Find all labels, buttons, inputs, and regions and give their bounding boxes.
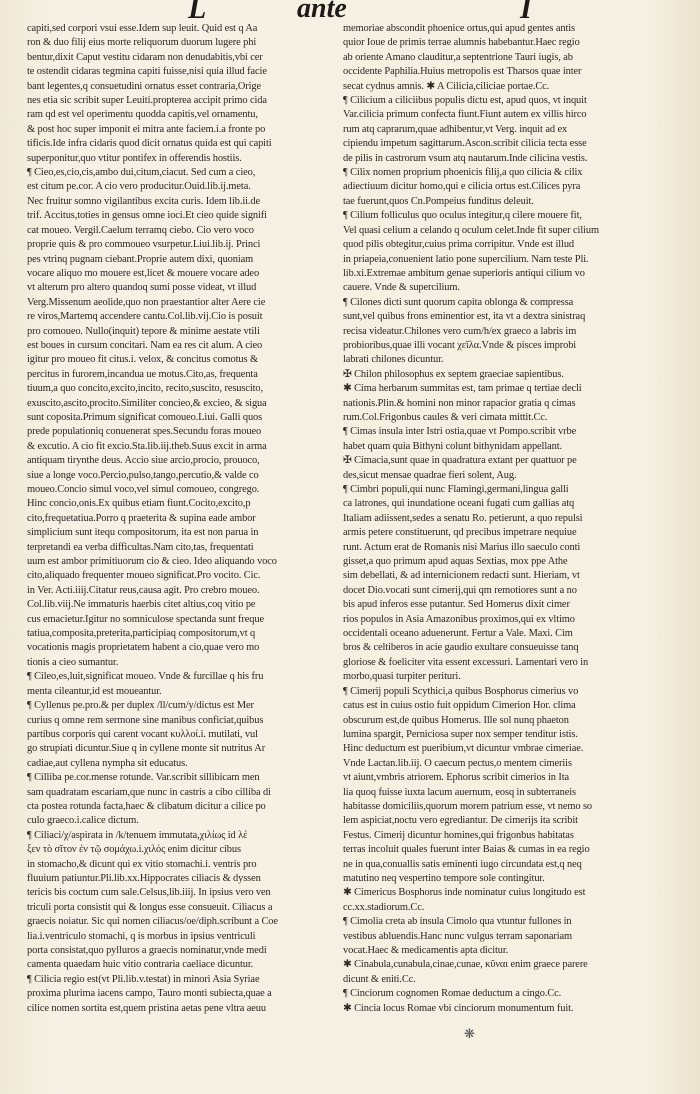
text-line: antiquam tirynthe deus. Accio siue arcio,procio, prouoco, <box>27 455 260 467</box>
text-line: simplicium sunt itequ compositorum, ita est non parua in <box>27 527 259 539</box>
text-line: catus est in cuius ostio fuit oppidum Cimerion Hor. clima <box>343 700 576 712</box>
text-line: go strupiati dicuntur.Siue q in cyllene monte sit nutritus Ar <box>27 743 266 755</box>
text-line: nationis.Plin.& homini non minor rapacior gratia q cimas <box>343 397 576 409</box>
text-line: pes vtrinq pugnam ciebant.Proprie autem dixi, quoniam <box>27 253 254 265</box>
header-right-letter: I <box>520 0 532 25</box>
text-line: rios populos in Asia Amazonibus proximos,qui ex vltimo <box>343 613 575 625</box>
text-line: de pilis in castrorum vsum atq nautarum.Inde cilicina vestis. <box>343 152 588 164</box>
text-line: morbo,quasi turpiter perituri. <box>343 671 461 683</box>
text-line: te ostendit cidaras tegmina capiti fuisse,nisi quia illud facie <box>27 66 267 78</box>
text-line: vocat.Haec & medicamentis apta dicitur. <box>343 945 509 956</box>
text-line: Festus. Cimerij dicuntur homines,qui frigonbus habitatas <box>343 829 574 841</box>
text-line: armis petere constituerunt, qd precibus impetrare nequiue <box>343 527 577 539</box>
text-line: lia.i.ventriculo stomachi, q is morbus in ipsius ventriculi <box>27 930 256 942</box>
text-line: Col.lib.viij.Ne immaturis haerbis citet altius,coq vitio pe <box>27 599 256 611</box>
text-line: gloriose & foeliciter vita essent excessuri. Lamentari vero in <box>343 656 589 668</box>
text-line: ¶ Cileo,es,luit,significat moueo. Vnde & furcillae q his fru <box>27 671 264 683</box>
text-line: lem aspiciat,noctu vero egrediantur. De cimerijs ita scribit <box>343 815 578 827</box>
text-line: tiuum,a quo concito,excito,incito, recito,suscito, resuscito, <box>27 383 264 395</box>
text-line: ¶ Cyllenus pe.pro.& per duplex /ll/cum/y/dictus est Mer <box>27 700 254 712</box>
text-line: cipiendu impetum sagittarum.Ascon.scribit cilicia tecta esse <box>343 138 587 150</box>
text-line: bros & celtiberos in acie gaudio exultare consueuisse tanq <box>343 642 579 654</box>
text-line: ¶ Cilones dicti sunt quorum capita oblonga & compressa <box>343 296 574 308</box>
text-line: cadiae,aut cyllena nympha sit educatus. <box>27 757 188 769</box>
text-line: tericis bis coctum cum sale.Celsus,lib.iiij. In ipsius vero ven <box>27 887 271 899</box>
text-line: graecis noiatur. Sic qui nomen ciliacus/oe/diph.scribunt a Coe <box>27 916 278 928</box>
text-line: occidente Paphilia.Huius metropolis est Tharsos quae inter <box>343 66 582 78</box>
text-line: sim debellati, & ad internicionem redacti sunt. Hieriam, vt <box>343 570 580 582</box>
text-line: tatiua,composita,preterita,participiaq compositorum,vt q <box>27 628 256 640</box>
text-line: cilice nomen sortita est,quem pristina aetas pene vltra aeuu <box>27 1002 266 1014</box>
text-line: runt. Actum erat de Romanis nisi Marius illo saeculo conti <box>343 541 581 553</box>
text-line: Vnde Lactan.lib.iij. O caecum pectus,o mentem cimeriis <box>343 757 572 769</box>
text-line: ✱ Cima herbarum summitas est, tam primae q tertiae decli <box>343 383 582 395</box>
text-line: capiti,sed corpori vsui esse.Idem sup leuit. Quid est q Aa <box>27 23 258 34</box>
text-line: curius q omne rem sermone sine manibus conficiat,quibus <box>27 714 264 726</box>
text-line: ¶ Cilliba pe.cor.mense rotunde. Var.scribit sillibicam men <box>27 772 260 784</box>
text-line: ✱ Cincia locus Romae vbi cinciorum monumentum fuit. <box>343 1002 574 1014</box>
text-line: memoriae abscondit phoenice ortus,qui apud gentes antis <box>343 23 575 34</box>
text-line: quod pilis obtegitur,cuius prima corripitur. Vnde est illud <box>343 239 575 251</box>
text-line: moueo.Concio simul voco,vel simul comoueo, congrego. <box>27 484 260 495</box>
text-line: Var.cilicia primum confecta fiunt.Fiunt autem ex villis hirco <box>343 109 587 121</box>
text-line: terpretandi ea verba difficultas.Nam cito,tas, frequentati <box>27 541 254 553</box>
text-line: cc.xx.stadiorum.Cc. <box>343 901 425 913</box>
text-line: ca latrones, qui inundatione oceani fugati cum gallias atq <box>343 498 575 510</box>
running-header <box>0 0 700 25</box>
text-line: in priapeia,conuenient latio pone supercilium. Nam teste Pli. <box>343 253 589 265</box>
text-line: prede populationiq conuenerat spes.Secundu foras moueo <box>27 426 262 438</box>
text-line: labrati chilones dicuntur. <box>343 354 444 366</box>
text-line: siue a longe voco.Percio,pulso,tango,percutio,& valde co <box>27 469 259 481</box>
text-line: habet quam quia Bithyni colunt bithynidam appellant. <box>343 440 563 452</box>
text-line: lia quoq fuisse iuxta lacum auernum, eosq in subterraneis <box>343 786 576 798</box>
text-line: ron & duo filij eius morte reliquorum duorum lugere phi <box>27 37 257 49</box>
text-line: bant legentes,q consuetudini ornatus esset contraria,Orige <box>27 80 261 92</box>
text-line: tionis a cieo sumantur. <box>27 656 119 668</box>
text-line: ¶ Ciliaci/χ/aspirata in /k/tenuem immutata,χιλίως id λέ <box>27 829 248 841</box>
text-line: & post hoc super imponit ei mitra ante faciem.i.a fronte po <box>27 123 266 135</box>
text-line: sunt coposita.Primum significat comoueo.Liui. Galli quos <box>27 411 263 423</box>
text-line: camenta quaedam huic vitio contraria caeliace dicuntur. <box>27 959 254 971</box>
text-line: est citum pe.cor. A cio vero producitur.Ouid.lib.ij.meta. <box>27 181 251 193</box>
text-line: ne in qua,conuallis satis eminenti iugo circundata est,q neq <box>343 858 582 870</box>
text-line: menta cileantur,id est moueantur. <box>27 685 162 697</box>
text-line: cauere. Vnde & supercilium. <box>343 282 460 294</box>
text-line: des,sicut mensae quadrae fieri solent, Aug. <box>343 469 517 481</box>
text-line: probioribus,quae illi vocant χεῖλα.Vnde & pisces improbi <box>343 339 577 351</box>
text-line: percitus in furorem,incandua ue motus.Cito,as, frequenta <box>27 368 258 380</box>
text-line: ¶ Cimerij populi Scythici,a quibus Bosphorus cimerius vo <box>343 685 579 697</box>
text-line: cito,aliquado frequenter moueo significat.Pro vocito. Cic. <box>27 570 261 582</box>
text-line: rum atq caprarum,quae adhibentur,vt Verg. inquit ad ex <box>343 123 568 135</box>
text-line: cito,frequetatiua.Porro q praeterita & supina eade ambor <box>27 512 256 524</box>
text-line: rum.Col.Frigonbus caules & veri cimata mittit.Cc. <box>343 411 548 423</box>
text-line: re viros,Martemq accendere cantu.Col.lib.vij.Cio is posuit <box>27 311 263 323</box>
text-line: proxima plurima iacens campo, Tauro monti subiecta,quae a <box>27 988 272 1000</box>
text-line: gisset,a quo primum apud aquas Sextias, mox ppe Athe <box>343 556 568 568</box>
text-line: partibus corporis qui carent vocant κυλλοί.i. mutilati, vul <box>27 728 258 740</box>
text-line: exuscito,ascito,procito.Similiter concieo,& excieo, & sigua <box>27 397 267 409</box>
text-line: ¶ Cimbri populi,qui nunc Flamingi,germani,lingua galli <box>343 484 569 495</box>
text-line: vocationis magis proprietatem habent a cio,quae vero mo <box>27 642 260 654</box>
text-line: superponitur,quo vtitur pontifex in offerendis hostiis. <box>27 152 242 164</box>
text-line: ¶ Cimas insula inter Istri ostia,quae vt Pompo.scribit vrbe <box>343 426 577 438</box>
text-line: trif. Accitus,toties in gensus omne ioci.Et cieo quide signifi <box>27 210 267 222</box>
text-line: igitur pro moueo fit citus.i. velox, & concitus comotus & <box>27 354 258 366</box>
text-line: vestibus abluendis.Hanc nunc vulgus terram saponariam <box>343 930 573 942</box>
text-line: ¶ Cilix nomen proprium phoenicis filij,a quo cilicia & cilix <box>343 167 583 179</box>
text-line: ¶ Cinciorum cognomen Romae deductum a cingo.Cc. <box>343 988 562 1000</box>
text-line: in stomacho,& dicunt qui ex vitio stomachi.i. ventris pro <box>27 858 257 870</box>
text-line: ¶ Cieo,es,cio,cis,ambo dui,citum,ciacut. Sed cum a cieo, <box>27 167 256 179</box>
text-line: quior Ioue de primis terrae alumnis habebantur.Haec regio <box>343 37 580 49</box>
text-line: triculi porta consistit qui & longus esse consueuit. Ciliacus a <box>27 901 273 913</box>
text-line: bentur,dixit Caput vestitu cidaram non denudabitis,vbi cer <box>27 51 263 63</box>
text-line: tae fuerunt,quos Cn.Pompeius funditus deleuit. <box>343 195 534 207</box>
text-line: habitasse domiciliis,quorum morem patrium esse, vt nemo so <box>343 800 593 812</box>
text-line: dicunt & eniti.Cc. <box>343 973 416 985</box>
text-line: lib.xi.Extremae ambitum genae superioris antiqui cilium vo <box>343 267 585 279</box>
text-line: Verg.Missenum aeolide,quo non praestantior alter Aere cie <box>27 296 266 308</box>
text-line: uum est ambor primitiuorum cio & cieo. Ideo aliquando voco <box>27 556 277 568</box>
text-line: ξεν τὸ σῖτον ἐν τῷ σομάχω.i.χιλός enim dicitur cibus <box>27 844 241 856</box>
text-line: cta postea rotunda facta,haec & clibatum dicitur a cilice po <box>27 800 266 812</box>
text-line: vocare aliquo mo mouere est,licet & mouere vocare adeo <box>27 267 260 279</box>
text-line: adiectiuum dicitur homo,qui e cilicia ortus est.Cilices pyra <box>343 181 581 193</box>
text-line: proprie quis & pro commoueo vsurpetur.Liui.lib.ij. Princi <box>27 239 261 251</box>
text-line: docet Dio.vocati sunt cimerij,qui qm remotiores sunt a no <box>343 584 577 596</box>
text-line: ✱ Cimericus Bosphorus inde nominatur cuius longitudo est <box>343 887 586 899</box>
text-line: Hinc concio,onis.Ex quibus etiam fiunt.Cocito,excito,p <box>27 498 251 510</box>
text-line: occidentali oceano aduenerunt. Fertur a Vale. Maxi. Cim <box>343 628 573 640</box>
text-line: Nec fruitur somno vigilantibus excita curis. Idem lib.ii.de <box>27 195 261 207</box>
text-line: ram qd est vel operimentu quodda capitis,vel ornamentu, <box>27 109 258 121</box>
text-line: vt alterum pro altero quandoq sumi posse videat, vt illud <box>27 282 257 294</box>
text-line: sam quadratam escariam,que nunc in castris a cibo cilliba di <box>27 786 271 798</box>
text-line: obscurum est,de quibus Homerus. Ille sol nunq phaeton <box>343 714 569 726</box>
text-line: ¶ Cilicium a ciliciibus populis dictu est, apud quos, vt inquit <box>343 95 587 107</box>
text-line: bis apud inferos esse putantur. Sed Homerus dixit cimer <box>343 599 570 611</box>
text-line: ¶ Cilicia regio est(vt Pli.lib.v.testat) in minori Asia Syriae <box>27 973 260 985</box>
text-line: matutino neq vespertino tempore sole contingitur. <box>343 872 545 884</box>
text-line: est boues in cursum concitari. Nam ea res cit alum. A cieo <box>27 339 263 351</box>
text-line: Italiam adiissent,sedes a senatu Ro. petierunt, a quo repulsi <box>343 512 583 524</box>
text-line: & excutio. A cio fit excio.Sta.lib.iij.theb.Suus excit in arma <box>27 440 267 452</box>
text-line: in Ver. Acti.iiij.Citatur reus,causa agit. Pro crebro moueo. <box>27 584 260 596</box>
text-line: porta consistat,quo pylluros a graecis nominatur,vnde medi <box>27 945 267 956</box>
text-line: fluuium patiuntur.Pli.lib.xx.Hippocrates ciliacis & dyssen <box>27 872 261 884</box>
text-line: Hinc deductum est pueribium,vt dicuntur vmbrae cimeriae. <box>343 743 584 755</box>
bottom-ornament: ❋ <box>464 1026 475 1041</box>
text-line: secat cydnus amnis. ✱ A Cilicia,ciliciae portae.Cc. <box>343 80 550 92</box>
text-line: tificis.Ide infra cidaris quod dicit ornatus quida est qui capiti <box>27 138 272 150</box>
text-line: lumina spargit, Perniciosa super nox semper tenditur istis. <box>343 728 578 740</box>
text-line: recisa videatur.Chilones vero cum/h/ex graeco a labris im <box>343 325 577 337</box>
text-line: pro comoueo. Nullo(inquit) tepore & minime aestate vtili <box>27 325 260 337</box>
left-text-column <box>27 22 347 1084</box>
text-line: cus emacietur.Igitur no somniculose spectanda sunt freque <box>27 613 264 625</box>
text-line: ab oriente Amano clauditur,a septentrione Tauri iugis, ab <box>343 51 573 63</box>
text-line: culo graeco.i.calice dictum. <box>27 815 139 827</box>
text-line: vt aiunt,vmbris atriorem. Ephorus scribit cimerios in Ita <box>343 772 570 784</box>
text-line: sunt,vel quibus frons eminentior est, ita vt a dextra sinistraq <box>343 311 586 323</box>
text-line: ✠ Chilon philosophus ex septem graeciae sapientibus. <box>343 368 564 380</box>
right-text-column <box>343 22 670 1084</box>
text-line: terras incoluit quales fuerunt inter Baias & cumas in ea regio <box>343 844 590 856</box>
text-line: ✠ Cimacia,sunt quae in quadratura extant per quattuor pe <box>343 455 577 467</box>
text-line: ✱ Cinabula,cunabula,cinae,cunae, κῦναι enim graece parere <box>343 959 588 971</box>
header-left-letter: L <box>188 0 207 25</box>
text-line: ¶ Cilium folliculus quo oculus integitur,q cilere mouere fit, <box>343 210 582 222</box>
text-line: nes etia sic scribit super Leuiti.propterea accipit primo cida <box>27 95 267 107</box>
text-line: ¶ Cimolia creta ab insula Cimolo qua vtuntur fullones in <box>343 916 572 928</box>
text-line: Vel quasi celium a celando q oculum celet.Inde fit super cilium <box>343 224 599 236</box>
header-catchword: ante <box>297 0 347 24</box>
text-line: cat moueo. Vergil.Caelum terramq ciebo. Cio vero voco <box>27 224 254 236</box>
